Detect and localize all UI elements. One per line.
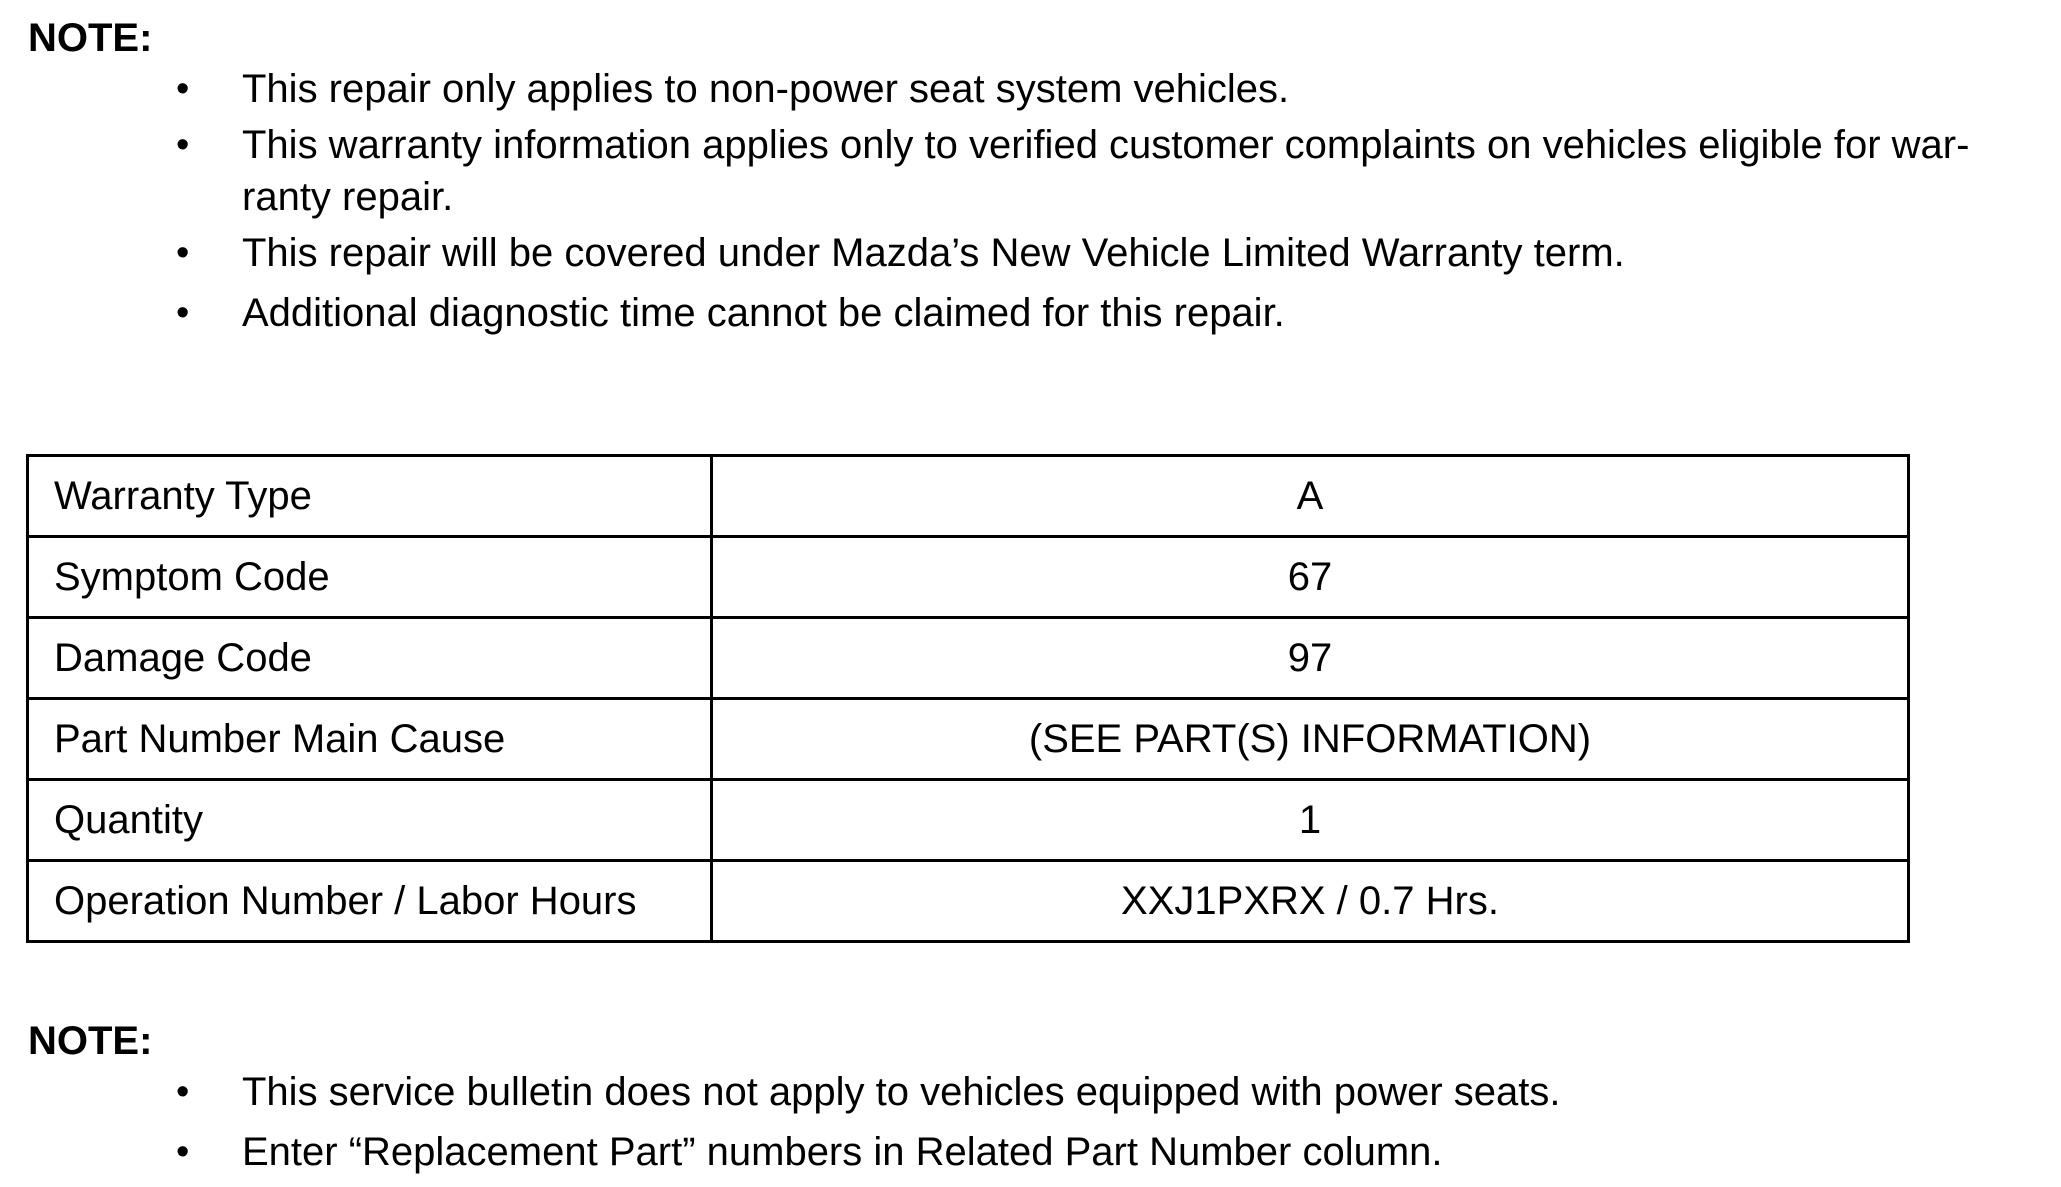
row-label: Symptom Code bbox=[28, 537, 712, 618]
table-row bbox=[28, 456, 1909, 537]
warranty-table bbox=[26, 454, 1910, 943]
bullet-icon: • bbox=[176, 1071, 190, 1113]
bullet-icon: • bbox=[176, 68, 190, 110]
row-label: Warranty Type bbox=[28, 456, 712, 537]
row-value: (SEE PART(S) INFORMATION) bbox=[712, 699, 1909, 780]
bullet-icon: • bbox=[176, 292, 190, 334]
row-value: 67 bbox=[712, 537, 1909, 618]
table-row bbox=[28, 699, 1909, 780]
note-text: Enter “Replacement Part” numbers in Related Part Number column. bbox=[242, 1130, 1443, 1174]
row-value: 1 bbox=[712, 780, 1909, 861]
note-text: This warranty information applies only to verified customer complaints on vehicles eligible for war- ranty repair. bbox=[242, 123, 1970, 219]
bullet-icon: • bbox=[176, 232, 190, 274]
table-row bbox=[28, 780, 1909, 861]
note-text: Additional diagnostic time cannot be claimed for this repair. bbox=[242, 291, 1285, 335]
row-value: A bbox=[712, 456, 1909, 537]
row-label: Damage Code bbox=[28, 618, 712, 699]
row-label: Part Number Main Cause bbox=[28, 699, 712, 780]
note-text: This service bulletin does not apply to vehicles equipped with power seats. bbox=[242, 1070, 1561, 1114]
table-row bbox=[28, 861, 1909, 942]
table-row bbox=[28, 537, 1909, 618]
note-heading: NOTE: bbox=[28, 16, 153, 60]
bullet-icon: • bbox=[176, 124, 190, 166]
row-value: 97 bbox=[712, 618, 1909, 699]
note-text: This repair only applies to non-power seat system vehicles. bbox=[242, 67, 1290, 111]
row-label: Quantity bbox=[28, 780, 712, 861]
note-text: This repair will be covered under Mazda’s New Vehicle Limited Warranty term. bbox=[242, 231, 1625, 275]
row-value: XXJ1PXRX / 0.7 Hrs. bbox=[712, 861, 1909, 942]
table-row bbox=[28, 618, 1909, 699]
row-label: Operation Number / Labor Hours bbox=[28, 861, 712, 942]
bullet-icon: • bbox=[176, 1131, 190, 1173]
note-heading: NOTE: bbox=[28, 1019, 153, 1063]
